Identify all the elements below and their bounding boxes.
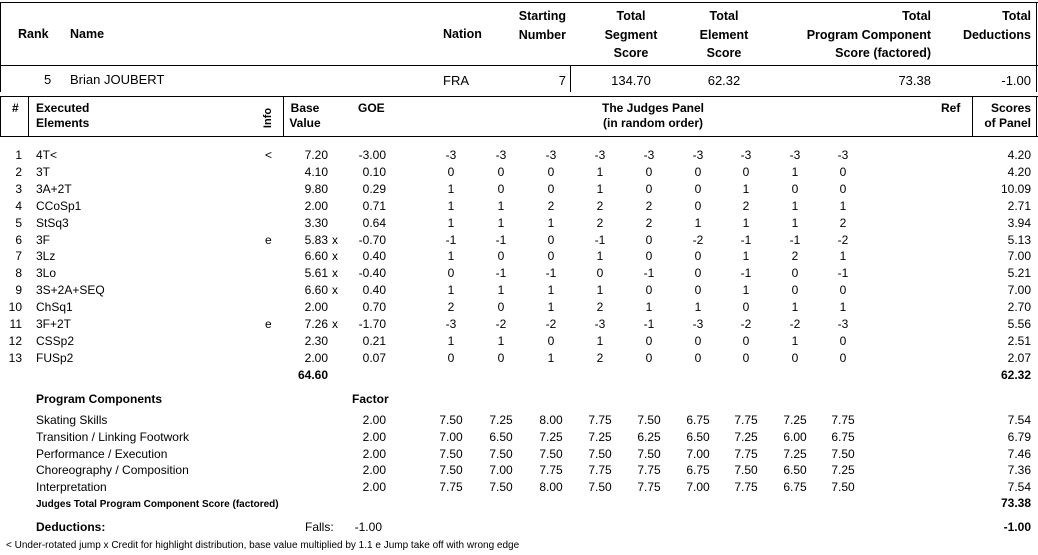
component-judge-score: 7.25 <box>831 463 855 477</box>
element-judge-score: 1 <box>547 216 555 230</box>
elements-header-base-value: Base Value <box>289 101 321 130</box>
element-judge-score: 1 <box>447 283 455 297</box>
element-judge-score: 0 <box>547 233 555 247</box>
header-total-deductions: Total Deductions <box>962 9 1031 42</box>
element-base-value: 9.80 <box>304 182 328 196</box>
element-judge-score: 0 <box>645 165 653 179</box>
element-judge-score: 1 <box>791 334 799 348</box>
component-judge-score: 6.50 <box>686 430 710 444</box>
element-score-of-panel: 2.51 <box>1007 334 1031 348</box>
element-judge-score: 0 <box>497 249 505 263</box>
element-judge-score: 0 <box>839 165 847 179</box>
header-starting-number: Starting Number <box>518 9 566 42</box>
element-number: 13 <box>8 351 22 365</box>
skater-rank: 5 <box>44 72 52 87</box>
component-judge-score: 7.75 <box>588 413 612 427</box>
component-judge-score: 7.75 <box>734 413 758 427</box>
element-judge-score: -2 <box>740 317 752 331</box>
element-x-marker: x <box>332 233 338 247</box>
element-judge-score: 0 <box>596 266 604 280</box>
element-number: 4 <box>15 199 22 213</box>
component-name: Transition / Linking Footwork <box>36 430 189 444</box>
component-score: 6.79 <box>1007 430 1031 444</box>
element-judge-score: 1 <box>596 334 604 348</box>
element-judge-score: -2 <box>545 317 557 331</box>
component-judge-score: 7.00 <box>439 430 463 444</box>
element-judge-score: 0 <box>791 351 799 365</box>
component-name: Skating Skills <box>36 413 108 427</box>
component-judge-score: 7.25 <box>783 413 807 427</box>
skater-tss: 134.70 <box>611 73 651 88</box>
element-judge-score: -3 <box>740 148 752 162</box>
element-judge-score: 1 <box>839 249 847 263</box>
component-judge-score: 7.25 <box>539 430 563 444</box>
element-base-value: 5.61 <box>304 266 328 280</box>
element-x-marker: x <box>332 266 338 280</box>
element-judge-score: 1 <box>547 283 555 297</box>
element-judge-score: 1 <box>791 199 799 213</box>
element-judge-score: 0 <box>791 266 799 280</box>
element-judge-score: -1 <box>789 233 801 247</box>
element-judge-score: 0 <box>497 165 505 179</box>
element-code: 3F <box>36 233 51 247</box>
component-judge-score: 7.75 <box>734 480 758 494</box>
component-name: Choreography / Composition <box>36 463 189 477</box>
element-judge-score: 0 <box>742 300 750 314</box>
falls-label: Falls: <box>305 520 334 534</box>
component-judge-score: 8.00 <box>539 413 563 427</box>
element-number: 11 <box>9 317 22 331</box>
element-code: 3T <box>36 165 51 179</box>
element-score-of-panel: 2.70 <box>1007 300 1031 314</box>
element-goe: -0.40 <box>358 266 386 280</box>
component-judge-score: 6.50 <box>489 430 513 444</box>
element-judge-score: 1 <box>742 216 750 230</box>
element-base-value: 2.00 <box>304 199 328 213</box>
component-judge-score: 6.00 <box>783 430 807 444</box>
header-total-element-score: Total Element Score <box>699 9 749 60</box>
element-judge-score: 1 <box>547 351 555 365</box>
element-judge-score: 0 <box>839 351 847 365</box>
header-total-segment-score: Total Segment Score <box>604 9 658 60</box>
element-score-of-panel: 7.00 <box>1007 249 1031 263</box>
element-judge-score: 0 <box>694 351 702 365</box>
skater-nation: FRA <box>443 73 469 88</box>
element-judge-score: -3 <box>692 317 704 331</box>
component-judge-score: 7.25 <box>588 430 612 444</box>
element-judge-score: 1 <box>447 216 455 230</box>
element-code: 3Lo <box>36 266 57 280</box>
element-judge-score: 1 <box>839 199 847 213</box>
element-judge-score: -2 <box>789 317 801 331</box>
element-code: 3F+2T <box>36 317 72 331</box>
element-judge-score: 1 <box>596 182 604 196</box>
element-score-of-panel: 2.71 <box>1007 199 1031 213</box>
element-judge-score: 0 <box>447 165 455 179</box>
element-judge-score: 1 <box>596 249 604 263</box>
elements-header-judges-panel: The Judges Panel (in random order) <box>601 101 705 130</box>
element-number: 12 <box>8 334 22 348</box>
element-score-of-panel: 10.09 <box>1000 182 1031 196</box>
element-judge-score: 0 <box>839 283 847 297</box>
element-judge-score: 1 <box>791 165 799 179</box>
element-judge-score: 0 <box>694 334 702 348</box>
element-judge-score: 2 <box>596 199 604 213</box>
elements-header-ref: Ref <box>941 101 961 115</box>
element-goe: -3.00 <box>358 148 386 162</box>
element-goe: 0.10 <box>362 165 386 179</box>
element-judge-score: 2 <box>596 300 604 314</box>
component-judge-score: 6.75 <box>686 463 710 477</box>
component-judge-score: 7.50 <box>831 480 855 494</box>
deductions-total: -1.00 <box>1003 520 1031 534</box>
element-judge-score: 1 <box>447 334 455 348</box>
element-judge-score: -3 <box>837 148 849 162</box>
element-score-of-panel: 2.07 <box>1007 351 1031 365</box>
element-judge-score: 0 <box>839 182 847 196</box>
element-number: 2 <box>15 165 22 179</box>
element-judge-score: 1 <box>497 199 505 213</box>
element-judge-score: 1 <box>447 199 455 213</box>
element-judge-score: 1 <box>447 249 455 263</box>
element-base-value: 2.00 <box>304 300 328 314</box>
component-judge-score: 7.25 <box>489 413 513 427</box>
element-judge-score: 2 <box>596 216 604 230</box>
element-code: ChSq1 <box>36 300 73 314</box>
element-judge-score: -1 <box>594 233 606 247</box>
element-judge-score: 0 <box>497 351 505 365</box>
legend: < Under-rotated jump x Credit for highlight distribution, base value multiplied by 1.1 e Jump take off with wrong edge <box>6 540 520 551</box>
component-judge-score: 7.75 <box>539 463 563 477</box>
component-judge-score: 7.50 <box>439 413 463 427</box>
element-score-of-panel: 4.20 <box>1007 148 1031 162</box>
element-judge-score: -3 <box>445 148 457 162</box>
element-judge-score: -1 <box>545 266 557 280</box>
element-judge-score: -2 <box>495 317 507 331</box>
element-judge-score: 0 <box>447 351 455 365</box>
component-judge-score: 7.00 <box>686 480 710 494</box>
element-judge-score: 0 <box>497 300 505 314</box>
element-code: 3S+2A+SEQ <box>36 283 105 297</box>
component-judge-score: 7.50 <box>588 480 612 494</box>
element-judge-score: 2 <box>596 351 604 365</box>
elements-total-score: 62.32 <box>1000 368 1031 382</box>
elements-header-goe: GOE <box>358 101 385 115</box>
component-judge-score: 7.50 <box>539 447 563 461</box>
component-judge-score: 7.50 <box>734 463 758 477</box>
component-judge-score: 7.75 <box>831 413 855 427</box>
component-name: Performance / Execution <box>36 447 168 461</box>
element-judge-score: -1 <box>495 233 507 247</box>
element-judge-score: 0 <box>645 334 653 348</box>
element-judge-score: -1 <box>643 317 655 331</box>
element-judge-score: 1 <box>645 300 653 314</box>
element-judge-score: -3 <box>445 317 457 331</box>
component-judge-score: 7.50 <box>489 447 513 461</box>
element-judge-score: 0 <box>547 249 555 263</box>
skater-tes: 62.32 <box>707 73 741 88</box>
element-judge-score: 1 <box>694 216 702 230</box>
element-judge-score: 1 <box>791 300 799 314</box>
component-judge-score: 7.50 <box>588 447 612 461</box>
element-judge-score: -1 <box>445 233 457 247</box>
element-judge-score: 1 <box>547 300 555 314</box>
element-judge-score: 0 <box>742 334 750 348</box>
element-number: 6 <box>15 233 22 247</box>
element-judge-score: 1 <box>742 283 750 297</box>
header-rank: Rank <box>18 27 49 41</box>
element-score-of-panel: 3.94 <box>1007 216 1031 230</box>
elements-header-info: Info <box>262 107 275 129</box>
skater-pcs: 73.38 <box>898 73 931 88</box>
element-base-value: 4.10 <box>304 165 328 179</box>
component-judge-score: 6.75 <box>783 480 807 494</box>
element-judge-score: 1 <box>497 334 505 348</box>
element-score-of-panel: 7.00 <box>1007 283 1031 297</box>
element-judge-score: 0 <box>694 165 702 179</box>
element-judge-score: 1 <box>596 283 604 297</box>
element-base-value: 7.20 <box>304 148 328 162</box>
element-judge-score: 1 <box>497 216 505 230</box>
element-judge-score: 1 <box>694 300 702 314</box>
element-judge-score: 0 <box>791 283 799 297</box>
element-code: 4T< <box>36 148 58 162</box>
element-judge-score: -2 <box>837 233 849 247</box>
element-judge-score: 0 <box>742 351 750 365</box>
component-judge-score: 7.50 <box>489 480 513 494</box>
components-title: Program Components <box>36 392 163 406</box>
header-nation: Nation <box>443 27 482 41</box>
component-judge-score: 7.75 <box>588 463 612 477</box>
falls-value: -1.00 <box>354 520 382 534</box>
element-goe: 0.07 <box>362 351 386 365</box>
element-code: 3Lz <box>36 249 56 263</box>
skater-starting-number: 7 <box>558 73 566 88</box>
component-judge-score: 7.75 <box>439 480 463 494</box>
element-judge-score: -3 <box>545 148 557 162</box>
element-score-of-panel: 4.20 <box>1007 165 1031 179</box>
element-judge-score: -1 <box>837 266 849 280</box>
element-judge-score: 0 <box>547 334 555 348</box>
element-judge-score: 2 <box>447 300 455 314</box>
component-score: 7.54 <box>1007 480 1031 494</box>
element-base-value: 6.60 <box>304 283 328 297</box>
element-judge-score: 0 <box>547 165 555 179</box>
skater-deductions: -1.00 <box>1001 73 1031 88</box>
component-judge-score: 7.75 <box>637 463 661 477</box>
component-judge-score: 8.00 <box>539 480 563 494</box>
component-factor: 2.00 <box>362 463 386 477</box>
element-judge-score: 0 <box>694 182 702 196</box>
pcs-total-value: 73.38 <box>1000 496 1031 510</box>
component-factor: 2.00 <box>362 413 386 427</box>
element-judge-score: -1 <box>740 233 752 247</box>
element-judge-score: -3 <box>692 148 704 162</box>
element-judge-score: 1 <box>742 249 750 263</box>
element-code: CSSp2 <box>36 334 75 348</box>
element-x-marker: x <box>332 249 338 263</box>
element-number: 1 <box>15 148 22 162</box>
component-judge-score: 6.75 <box>686 413 710 427</box>
element-goe: 0.40 <box>362 283 386 297</box>
component-judge-score: 7.50 <box>637 447 661 461</box>
elements-header-num: # <box>12 101 19 115</box>
component-judge-score: 7.75 <box>734 447 758 461</box>
element-judge-score: 1 <box>791 216 799 230</box>
element-judge-score: 2 <box>547 199 555 213</box>
element-judge-score: 0 <box>694 283 702 297</box>
component-factor: 2.00 <box>362 430 386 444</box>
component-factor: 2.00 <box>362 480 386 494</box>
component-name: Interpretation <box>36 480 107 494</box>
element-x-marker: x <box>332 283 338 297</box>
element-judge-score: 2 <box>791 249 799 263</box>
element-judge-score: -3 <box>789 148 801 162</box>
element-goe: 0.40 <box>362 249 386 263</box>
component-judge-score: 6.75 <box>831 430 855 444</box>
element-judge-score: -2 <box>692 233 704 247</box>
element-judge-score: 2 <box>839 216 847 230</box>
element-score-of-panel: 5.21 <box>1007 266 1031 280</box>
element-score-of-panel: 5.13 <box>1007 233 1031 247</box>
element-judge-score: 1 <box>497 283 505 297</box>
element-goe: 0.29 <box>362 182 386 196</box>
component-judge-score: 6.25 <box>637 430 661 444</box>
component-factor: 2.00 <box>362 447 386 461</box>
component-judge-score: 7.50 <box>637 413 661 427</box>
element-code: StSq3 <box>36 216 69 230</box>
element-judge-score: 0 <box>694 199 702 213</box>
component-judge-score: 7.50 <box>439 463 463 477</box>
element-judge-score: -1 <box>643 266 655 280</box>
component-judge-score: 7.25 <box>783 447 807 461</box>
element-judge-score: 0 <box>742 165 750 179</box>
element-judge-score: 0 <box>645 233 653 247</box>
element-judge-score: 0 <box>791 182 799 196</box>
element-judge-score: 2 <box>645 199 653 213</box>
element-info: e <box>265 233 272 247</box>
element-info: < <box>265 148 273 162</box>
element-number: 8 <box>15 266 22 280</box>
component-score: 7.36 <box>1007 463 1031 477</box>
element-judge-score: 2 <box>742 199 750 213</box>
component-judge-score: 7.00 <box>489 463 513 477</box>
component-judge-score: 7.50 <box>439 447 463 461</box>
element-goe: -0.70 <box>358 233 386 247</box>
element-base-value: 7.26 <box>304 317 328 331</box>
element-judge-score: 0 <box>497 182 505 196</box>
element-number: 3 <box>15 182 22 196</box>
element-goe: 0.64 <box>362 216 386 230</box>
element-base-value: 2.30 <box>304 334 328 348</box>
element-judge-score: -3 <box>837 317 849 331</box>
pcs-total-label: Judges Total Program Component Score (factored) <box>36 499 279 510</box>
element-number: 5 <box>15 216 22 230</box>
component-score: 7.54 <box>1007 413 1031 427</box>
element-number: 7 <box>15 249 22 263</box>
element-number: 9 <box>15 283 22 297</box>
element-judge-score: -3 <box>594 148 606 162</box>
element-judge-score: 0 <box>694 266 702 280</box>
element-judge-score: 1 <box>447 182 455 196</box>
component-score: 7.46 <box>1007 447 1031 461</box>
component-judge-score: 7.75 <box>637 480 661 494</box>
element-judge-score: 1 <box>839 300 847 314</box>
elements-header-scores-of-panel: Scores of Panel <box>984 101 1031 130</box>
element-judge-score: 0 <box>839 334 847 348</box>
element-judge-score: 0 <box>645 351 653 365</box>
components-factor-header: Factor <box>352 392 389 406</box>
component-judge-score: 7.50 <box>831 447 855 461</box>
element-base-value: 3.30 <box>304 216 328 230</box>
element-score-of-panel: 5.56 <box>1007 317 1031 331</box>
element-judge-score: -1 <box>740 266 752 280</box>
element-judge-score: 0 <box>694 249 702 263</box>
element-judge-score: -3 <box>495 148 507 162</box>
element-judge-score: 2 <box>645 216 653 230</box>
element-base-value: 5.83 <box>304 233 328 247</box>
element-code: 3A+2T <box>36 182 72 196</box>
component-judge-score: 7.00 <box>686 447 710 461</box>
element-judge-score: 0 <box>645 283 653 297</box>
element-goe: 0.71 <box>362 199 386 213</box>
element-base-value: 6.60 <box>304 249 328 263</box>
element-judge-score: 0 <box>547 182 555 196</box>
component-judge-score: 6.50 <box>783 463 807 477</box>
elements-total-base: 64.60 <box>297 368 328 382</box>
element-x-marker: x <box>332 317 338 331</box>
header-total-program-component-score: Total Program Component Score (factored) <box>806 9 931 60</box>
element-code: CCoSp1 <box>36 199 82 213</box>
elements-header-executed: Executed Elements <box>36 101 90 130</box>
skater-name: Brian JOUBERT <box>70 72 165 87</box>
element-judge-score: -3 <box>594 317 606 331</box>
element-judge-score: 0 <box>645 249 653 263</box>
element-judge-score: 0 <box>645 182 653 196</box>
element-base-value: 2.00 <box>304 351 328 365</box>
element-judge-score: 0 <box>447 266 455 280</box>
element-judge-score: -1 <box>495 266 507 280</box>
element-info: e <box>265 317 272 331</box>
element-goe: -1.70 <box>358 317 386 331</box>
element-judge-score: 1 <box>596 165 604 179</box>
element-goe: 0.70 <box>362 300 386 314</box>
element-number: 10 <box>8 300 22 314</box>
element-judge-score: 1 <box>742 182 750 196</box>
deductions-label: Deductions: <box>36 520 106 534</box>
element-code: FUSp2 <box>36 351 74 365</box>
header-name: Name <box>70 27 105 41</box>
element-goe: 0.21 <box>362 334 386 348</box>
element-judge-score: -3 <box>643 148 655 162</box>
component-judge-score: 7.25 <box>734 430 758 444</box>
